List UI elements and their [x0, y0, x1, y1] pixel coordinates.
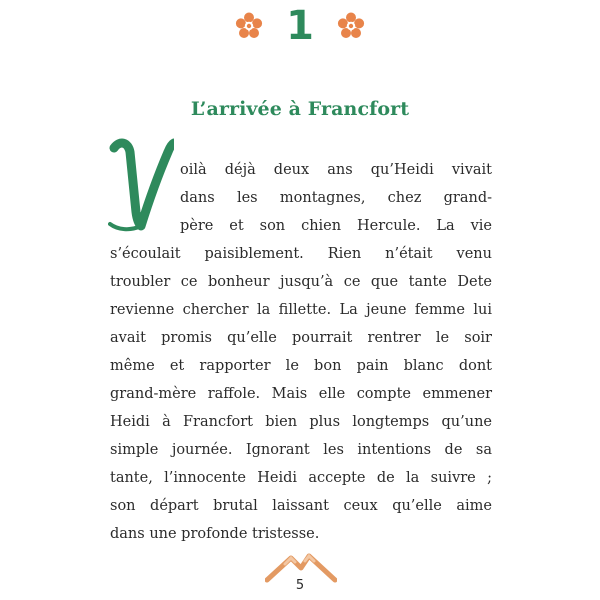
paragraph-line: simple journée. Ignorant les intentions de sa	[110, 442, 492, 458]
paragraph-line: Heidi à Francfort bien plus longtemps qu’une	[110, 414, 492, 430]
paragraph-line: même et rapporter le bon pain blanc dont	[110, 358, 492, 374]
paragraph-line: oilà déjà deux ans qu’Heidi vivait	[180, 162, 492, 178]
page-footer	[0, 548, 600, 600]
paragraph-line: s’écoulait paisiblement. Rien n’était venu	[110, 246, 492, 262]
paragraph-line: grand-mère raffole. Mais elle compte emmener	[110, 386, 492, 402]
chapter-header	[0, 4, 600, 48]
paragraph-line: avait promis qu’elle pourrait rentrer le soir	[110, 330, 492, 346]
paragraph-line: dans une profonde tristesse.	[110, 526, 320, 542]
paragraph-line: tante, l’innocente Heidi accepte de la suivre ;	[110, 470, 492, 486]
chapter-title: L’arrivée à Francfort	[190, 98, 410, 120]
paragraph-line: père et son chien Hercule. La vie	[180, 218, 492, 234]
paragraph-line: revienne chercher la fillette. La jeune femme lui	[110, 302, 492, 318]
flower-icon	[234, 11, 264, 41]
paragraph-line: troubler ce bonheur jusqu’à ce que tante Dete	[110, 274, 492, 290]
chapter-number: 1	[286, 3, 314, 49]
paragraph-line: son départ brutal laissant ceux qu’elle aime	[110, 498, 492, 514]
drop-cap	[108, 138, 174, 234]
page-number: 5	[295, 578, 305, 593]
paragraph-line: dans les montagnes, chez grand-	[180, 190, 492, 206]
flower-icon	[336, 11, 366, 41]
